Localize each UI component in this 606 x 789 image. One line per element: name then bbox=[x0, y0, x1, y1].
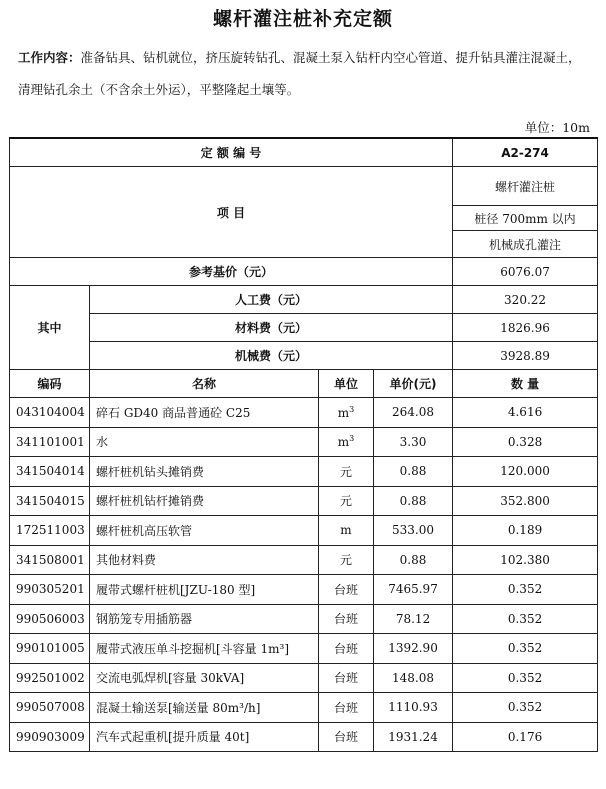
row-unit-text: m bbox=[337, 435, 350, 450]
col-header-name: 名称 bbox=[90, 370, 319, 398]
table-row bbox=[10, 516, 598, 546]
machine-value: 3928.89 bbox=[453, 342, 598, 370]
row-qty: 0.189 bbox=[453, 516, 598, 546]
row-name: 其他材料费 bbox=[90, 545, 319, 575]
row-code: 990507008 bbox=[10, 693, 90, 723]
row-unit: 台班 bbox=[319, 634, 374, 664]
row-price: 533.00 bbox=[374, 516, 453, 546]
row-qty: 0.328 bbox=[453, 427, 598, 457]
row-name: 履带式螺杆桩机[JZU-180 型] bbox=[90, 575, 319, 605]
row-name: 履带式液压单斗挖掘机[斗容量 1m³] bbox=[90, 634, 319, 664]
material-value: 1826.96 bbox=[453, 314, 598, 342]
row-unit: m bbox=[319, 516, 374, 546]
row-price: 148.08 bbox=[374, 663, 453, 693]
row-name: 汽车式起重机[提升质量 40t] bbox=[90, 722, 319, 752]
row-qty: 120.000 bbox=[453, 457, 598, 487]
row-code: 341508001 bbox=[10, 545, 90, 575]
material-label: 材料费（元） bbox=[90, 314, 453, 342]
table-row bbox=[10, 575, 598, 605]
row-unit: 台班 bbox=[319, 663, 374, 693]
row-unit: 元 bbox=[319, 486, 374, 516]
item-line-2: 桩径 700mm 以内 bbox=[453, 206, 598, 231]
col-header-price: 单价(元) bbox=[374, 370, 453, 398]
row-price: 0.88 bbox=[374, 545, 453, 575]
row-price: 1392.90 bbox=[374, 634, 453, 664]
row-unit: 台班 bbox=[319, 604, 374, 634]
row-price: 3.30 bbox=[374, 427, 453, 457]
row-qty: 0.352 bbox=[453, 575, 598, 605]
row-name: 混凝土输送泵[输送量 80m³/h] bbox=[90, 693, 319, 723]
row-qty: 0.352 bbox=[453, 634, 598, 664]
row-name: 碎石 GD40 商品普通砼 C25 bbox=[90, 398, 319, 428]
table-row bbox=[10, 663, 598, 693]
row-price: 78.12 bbox=[374, 604, 453, 634]
row-unit: 元 bbox=[319, 457, 374, 487]
table-row bbox=[10, 722, 598, 752]
work-content bbox=[18, 42, 593, 106]
row-code: 341504014 bbox=[10, 457, 90, 487]
unit-superscript: 3 bbox=[349, 434, 355, 444]
machine-label: 机械费（元） bbox=[90, 342, 453, 370]
labor-value: 320.22 bbox=[453, 286, 598, 314]
row-code: 990305201 bbox=[10, 575, 90, 605]
base-price-label: 参考基价（元） bbox=[10, 258, 453, 286]
col-header-code: 编码 bbox=[10, 370, 90, 398]
table-row bbox=[10, 604, 598, 634]
row-code: 341504015 bbox=[10, 486, 90, 516]
row-unit: 台班 bbox=[319, 575, 374, 605]
item-line-1: 螺杆灌注桩 bbox=[453, 167, 598, 206]
row-qty: 102.380 bbox=[453, 545, 598, 575]
row-qty: 352.800 bbox=[453, 486, 598, 516]
row-qty: 0.176 bbox=[453, 722, 598, 752]
row-name: 水 bbox=[90, 427, 319, 457]
quota-number-label: 定 额 编 号 bbox=[10, 138, 453, 167]
row-price: 264.08 bbox=[374, 398, 453, 428]
row-price: 1110.93 bbox=[374, 693, 453, 723]
table-row bbox=[10, 457, 598, 487]
labor-label: 人工费（元） bbox=[90, 286, 453, 314]
row-unit: 台班 bbox=[319, 722, 374, 752]
row-code: 172511003 bbox=[10, 516, 90, 546]
unit-label: 单位：10m bbox=[524, 120, 590, 135]
row-name: 螺杆桩机钻杆摊销费 bbox=[90, 486, 319, 516]
row-qty: 0.352 bbox=[453, 663, 598, 693]
row-code: 990101005 bbox=[10, 634, 90, 664]
item-label: 项 目 bbox=[10, 167, 453, 258]
unit-superscript: 3 bbox=[349, 404, 355, 414]
work-content-label: 工作内容： bbox=[18, 50, 81, 65]
row-name: 交流电弧焊机[容量 30kVA] bbox=[90, 663, 319, 693]
row-unit: 台班 bbox=[319, 693, 374, 723]
row-name: 螺杆桩机高压软管 bbox=[90, 516, 319, 546]
col-header-unit: 单位 bbox=[319, 370, 374, 398]
row-price: 1931.24 bbox=[374, 722, 453, 752]
table-row bbox=[10, 693, 598, 723]
quota-number-value: A2-274 bbox=[453, 138, 598, 167]
table-row bbox=[10, 398, 598, 428]
row-qty: 4.616 bbox=[453, 398, 598, 428]
row-unit bbox=[319, 398, 374, 428]
row-name: 螺杆桩机钻头摊销费 bbox=[90, 457, 319, 487]
table-row bbox=[10, 486, 598, 516]
row-code: 341101001 bbox=[10, 427, 90, 457]
table-row bbox=[10, 634, 598, 664]
row-price: 7465.97 bbox=[374, 575, 453, 605]
base-price-value: 6076.07 bbox=[453, 258, 598, 286]
quota-table bbox=[9, 137, 598, 752]
work-content-text: 准备钻具、钻机就位，挤压旋转钻孔、混凝土泵入钻杆内空心管道、提升钻具灌注混凝土，清理钻孔余土（不含余土外运），平整隆起土壤等。 bbox=[18, 50, 581, 97]
row-code: 990903009 bbox=[10, 722, 90, 752]
row-unit bbox=[319, 427, 374, 457]
row-code: 992501002 bbox=[10, 663, 90, 693]
table-row bbox=[10, 427, 598, 457]
table-row bbox=[10, 545, 598, 575]
row-price: 0.88 bbox=[374, 457, 453, 487]
page-title: 螺杆灌注桩补充定额 bbox=[212, 8, 393, 30]
row-unit-text: m bbox=[337, 405, 350, 420]
row-qty: 0.352 bbox=[453, 604, 598, 634]
item-line-3: 机械成孔灌注 bbox=[453, 231, 598, 258]
row-code: 990506003 bbox=[10, 604, 90, 634]
row-code: 043104004 bbox=[10, 398, 90, 428]
row-unit: 元 bbox=[319, 545, 374, 575]
row-price: 0.88 bbox=[374, 486, 453, 516]
col-header-qty: 数 量 bbox=[453, 370, 598, 398]
row-qty: 0.352 bbox=[453, 693, 598, 723]
among-label: 其中 bbox=[10, 286, 90, 370]
row-name: 钢筋笼专用插筋器 bbox=[90, 604, 319, 634]
